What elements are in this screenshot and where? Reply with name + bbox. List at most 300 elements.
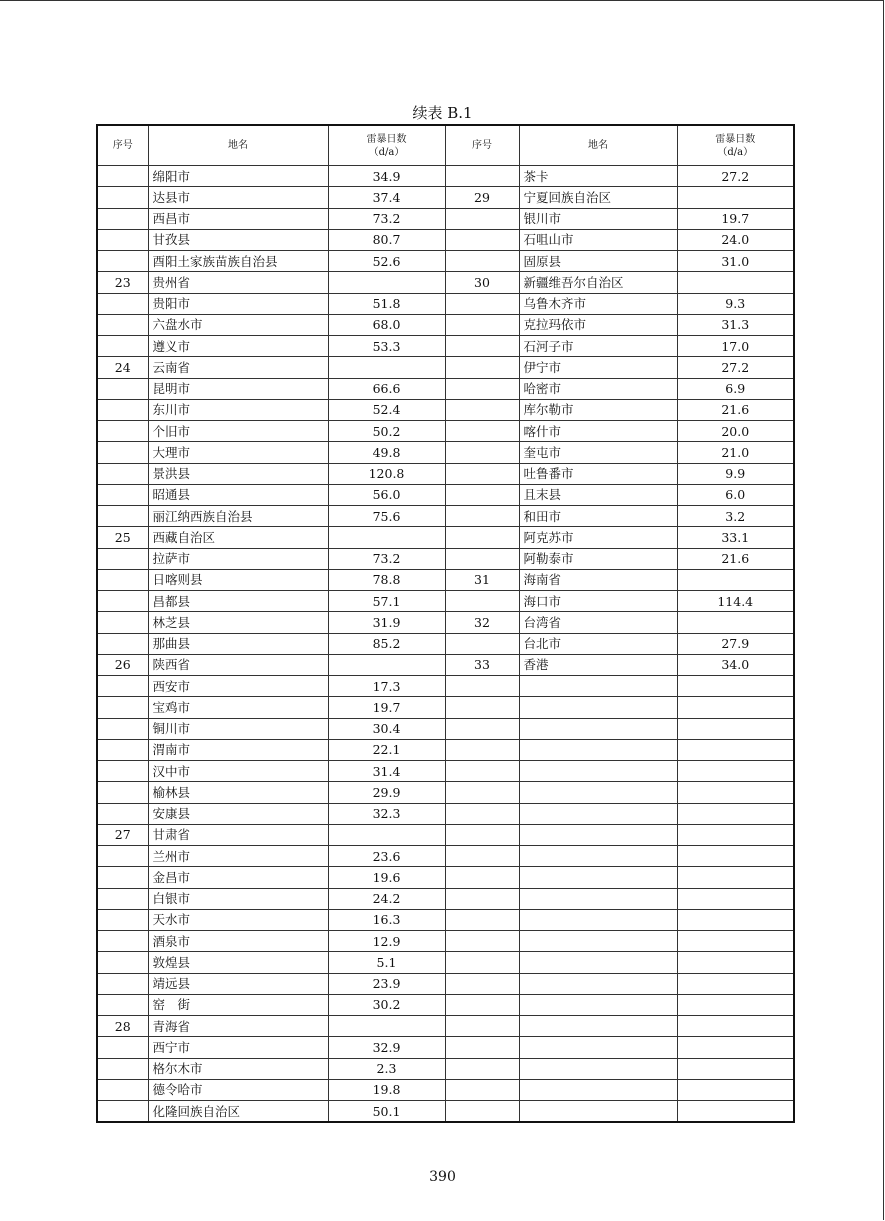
place-cell: 金昌市 bbox=[148, 867, 328, 888]
table-row bbox=[97, 527, 794, 548]
place-cell: 六盘水市 bbox=[148, 314, 328, 335]
days-cell bbox=[677, 1101, 794, 1123]
seq-cell bbox=[445, 824, 519, 845]
seq-cell bbox=[97, 421, 148, 442]
header-days-right bbox=[677, 125, 794, 166]
header-days-unit: （d/a） bbox=[717, 146, 754, 158]
table-row bbox=[97, 187, 794, 208]
days-cell bbox=[677, 867, 794, 888]
place-cell: 海口市 bbox=[519, 591, 677, 612]
place-cell: 吐鲁番市 bbox=[519, 463, 677, 484]
place-cell: 茶卡 bbox=[519, 166, 677, 187]
place-cell: 哈密市 bbox=[519, 378, 677, 399]
days-cell: 32.9 bbox=[328, 1037, 445, 1058]
days-cell: 33.1 bbox=[677, 527, 794, 548]
place-cell: 东川市 bbox=[148, 399, 328, 420]
table-row bbox=[97, 718, 794, 739]
days-cell: 73.2 bbox=[328, 208, 445, 229]
days-cell: 51.8 bbox=[328, 293, 445, 314]
days-cell: 34.9 bbox=[328, 166, 445, 187]
seq-cell bbox=[97, 782, 148, 803]
seq-cell bbox=[97, 846, 148, 867]
days-cell: 19.8 bbox=[328, 1079, 445, 1100]
seq-cell bbox=[97, 697, 148, 718]
seq-cell bbox=[445, 336, 519, 357]
place-cell: 格尔木市 bbox=[148, 1058, 328, 1079]
seq-cell bbox=[97, 229, 148, 250]
place-cell: 西昌市 bbox=[148, 208, 328, 229]
days-cell: 23.9 bbox=[328, 973, 445, 994]
place-cell: 拉萨市 bbox=[148, 548, 328, 569]
table-body bbox=[97, 166, 794, 1123]
seq-cell bbox=[445, 676, 519, 697]
table-row bbox=[97, 421, 794, 442]
seq-cell bbox=[97, 187, 148, 208]
days-cell: 21.0 bbox=[677, 442, 794, 463]
seq-cell bbox=[445, 888, 519, 909]
seq-cell bbox=[97, 484, 148, 505]
place-cell bbox=[519, 888, 677, 909]
place-cell: 青海省 bbox=[148, 1016, 328, 1037]
seq-cell: 31 bbox=[445, 569, 519, 590]
days-cell: 56.0 bbox=[328, 484, 445, 505]
place-cell bbox=[519, 867, 677, 888]
place-cell: 香港 bbox=[519, 654, 677, 675]
seq-cell bbox=[97, 569, 148, 590]
days-cell bbox=[677, 718, 794, 739]
table-row bbox=[97, 739, 794, 760]
header-seq-left: 序号 bbox=[97, 125, 148, 166]
table-row bbox=[97, 357, 794, 378]
place-cell: 宝鸡市 bbox=[148, 697, 328, 718]
days-cell: 19.7 bbox=[677, 208, 794, 229]
days-cell: 21.6 bbox=[677, 548, 794, 569]
seq-cell bbox=[445, 293, 519, 314]
seq-cell bbox=[445, 314, 519, 335]
days-cell: 80.7 bbox=[328, 229, 445, 250]
days-cell: 19.7 bbox=[328, 697, 445, 718]
page-number: 390 bbox=[429, 1169, 456, 1185]
place-cell: 靖远县 bbox=[148, 973, 328, 994]
place-cell: 达县市 bbox=[148, 187, 328, 208]
seq-cell bbox=[445, 591, 519, 612]
seq-cell bbox=[445, 1079, 519, 1100]
days-cell: 12.9 bbox=[328, 931, 445, 952]
place-cell: 酉阳土家族苗族自治县 bbox=[148, 251, 328, 272]
days-cell: 29.9 bbox=[328, 782, 445, 803]
days-cell bbox=[677, 1079, 794, 1100]
days-cell: 75.6 bbox=[328, 506, 445, 527]
place-cell: 喀什市 bbox=[519, 421, 677, 442]
place-cell bbox=[519, 1016, 677, 1037]
place-cell: 宁夏回族自治区 bbox=[519, 187, 677, 208]
days-cell: 30.4 bbox=[328, 718, 445, 739]
days-cell: 34.0 bbox=[677, 654, 794, 675]
days-cell bbox=[677, 782, 794, 803]
days-cell: 23.6 bbox=[328, 846, 445, 867]
header-days-title: 雷暴日数 bbox=[715, 133, 756, 145]
seq-cell bbox=[97, 931, 148, 952]
table-row bbox=[97, 973, 794, 994]
table-row bbox=[97, 846, 794, 867]
days-cell: 114.4 bbox=[677, 591, 794, 612]
seq-cell: 28 bbox=[97, 1016, 148, 1037]
days-cell bbox=[328, 527, 445, 548]
days-cell: 78.8 bbox=[328, 569, 445, 590]
table-row bbox=[97, 612, 794, 633]
seq-cell bbox=[445, 739, 519, 760]
seq-cell bbox=[445, 484, 519, 505]
place-cell: 甘孜县 bbox=[148, 229, 328, 250]
seq-cell bbox=[445, 166, 519, 187]
place-cell bbox=[519, 952, 677, 973]
seq-cell bbox=[97, 888, 148, 909]
place-cell: 铜川市 bbox=[148, 718, 328, 739]
place-cell bbox=[519, 824, 677, 845]
seq-cell: 33 bbox=[445, 654, 519, 675]
seq-cell bbox=[97, 909, 148, 930]
place-cell: 阿勒泰市 bbox=[519, 548, 677, 569]
seq-cell bbox=[445, 952, 519, 973]
seq-cell bbox=[445, 846, 519, 867]
days-cell bbox=[677, 846, 794, 867]
seq-cell: 27 bbox=[97, 824, 148, 845]
place-cell: 林芝县 bbox=[148, 612, 328, 633]
days-cell: 49.8 bbox=[328, 442, 445, 463]
days-cell: 2.3 bbox=[328, 1058, 445, 1079]
place-cell: 乌鲁木齐市 bbox=[519, 293, 677, 314]
place-cell bbox=[519, 1037, 677, 1058]
place-cell: 丽江纳西族自治县 bbox=[148, 506, 328, 527]
table-header-row bbox=[97, 125, 794, 166]
place-cell bbox=[519, 697, 677, 718]
days-cell bbox=[677, 952, 794, 973]
seq-cell: 29 bbox=[445, 187, 519, 208]
place-cell: 昌都县 bbox=[148, 591, 328, 612]
place-cell: 那曲县 bbox=[148, 633, 328, 654]
days-cell: 22.1 bbox=[328, 739, 445, 760]
days-cell: 19.6 bbox=[328, 867, 445, 888]
days-cell: 5.1 bbox=[328, 952, 445, 973]
place-cell: 个旧市 bbox=[148, 421, 328, 442]
days-cell: 21.6 bbox=[677, 399, 794, 420]
place-cell: 西藏自治区 bbox=[148, 527, 328, 548]
place-cell bbox=[519, 1058, 677, 1079]
place-cell: 榆林县 bbox=[148, 782, 328, 803]
seq-cell bbox=[97, 633, 148, 654]
seq-cell bbox=[97, 442, 148, 463]
table-row bbox=[97, 633, 794, 654]
seq-cell bbox=[445, 463, 519, 484]
days-cell: 24.0 bbox=[677, 229, 794, 250]
place-cell: 云南省 bbox=[148, 357, 328, 378]
seq-cell: 23 bbox=[97, 272, 148, 293]
header-seq-right: 序号 bbox=[445, 125, 519, 166]
days-cell bbox=[677, 824, 794, 845]
days-cell bbox=[677, 909, 794, 930]
table-row bbox=[97, 782, 794, 803]
days-cell bbox=[677, 569, 794, 590]
seq-cell bbox=[445, 378, 519, 399]
table-row bbox=[97, 336, 794, 357]
days-cell: 52.4 bbox=[328, 399, 445, 420]
days-cell bbox=[677, 1037, 794, 1058]
place-cell bbox=[519, 782, 677, 803]
place-cell bbox=[519, 846, 677, 867]
place-cell: 银川市 bbox=[519, 208, 677, 229]
seq-cell bbox=[445, 1058, 519, 1079]
seq-cell bbox=[445, 718, 519, 739]
seq-cell bbox=[445, 803, 519, 824]
seq-cell bbox=[97, 463, 148, 484]
seq-cell bbox=[445, 1016, 519, 1037]
days-cell bbox=[677, 888, 794, 909]
days-cell: 6.0 bbox=[677, 484, 794, 505]
days-cell: 85.2 bbox=[328, 633, 445, 654]
days-cell: 32.3 bbox=[328, 803, 445, 824]
seq-cell bbox=[97, 208, 148, 229]
place-cell: 西安市 bbox=[148, 676, 328, 697]
table-row bbox=[97, 994, 794, 1015]
days-cell bbox=[677, 803, 794, 824]
place-cell: 渭南市 bbox=[148, 739, 328, 760]
seq-cell bbox=[97, 336, 148, 357]
place-cell bbox=[519, 931, 677, 952]
table-caption: 续表 B.1 bbox=[412, 104, 473, 122]
place-cell: 固原县 bbox=[519, 251, 677, 272]
place-cell: 新疆维吾尔自治区 bbox=[519, 272, 677, 293]
seq-cell bbox=[97, 867, 148, 888]
seq-cell bbox=[445, 1037, 519, 1058]
days-cell: 68.0 bbox=[328, 314, 445, 335]
place-cell: 台北市 bbox=[519, 633, 677, 654]
place-cell: 天水市 bbox=[148, 909, 328, 930]
days-cell bbox=[677, 676, 794, 697]
place-cell: 昆明市 bbox=[148, 378, 328, 399]
days-cell: 9.9 bbox=[677, 463, 794, 484]
days-cell: 3.2 bbox=[677, 506, 794, 527]
seq-cell bbox=[97, 251, 148, 272]
place-cell: 且末县 bbox=[519, 484, 677, 505]
table-row bbox=[97, 697, 794, 718]
place-cell bbox=[519, 1079, 677, 1100]
days-cell: 52.6 bbox=[328, 251, 445, 272]
place-cell: 遵义市 bbox=[148, 336, 328, 357]
days-cell bbox=[328, 272, 445, 293]
table-row bbox=[97, 251, 794, 272]
seq-cell bbox=[97, 612, 148, 633]
place-cell bbox=[519, 676, 677, 697]
days-cell bbox=[677, 739, 794, 760]
seq-cell bbox=[97, 994, 148, 1015]
table-row bbox=[97, 229, 794, 250]
table-row bbox=[97, 484, 794, 505]
seq-cell bbox=[97, 591, 148, 612]
seq-cell bbox=[97, 548, 148, 569]
place-cell: 石咀山市 bbox=[519, 229, 677, 250]
seq-cell bbox=[445, 442, 519, 463]
seq-cell bbox=[445, 527, 519, 548]
days-cell: 27.2 bbox=[677, 357, 794, 378]
table-row bbox=[97, 1079, 794, 1100]
seq-cell bbox=[445, 1101, 519, 1123]
place-cell: 和田市 bbox=[519, 506, 677, 527]
seq-cell bbox=[97, 761, 148, 782]
place-cell: 大理市 bbox=[148, 442, 328, 463]
days-cell: 53.3 bbox=[328, 336, 445, 357]
place-cell: 安康县 bbox=[148, 803, 328, 824]
seq-cell bbox=[445, 909, 519, 930]
table-row bbox=[97, 463, 794, 484]
table-row bbox=[97, 399, 794, 420]
seq-cell: 24 bbox=[97, 357, 148, 378]
days-cell: 73.2 bbox=[328, 548, 445, 569]
seq-cell bbox=[97, 973, 148, 994]
seq-cell bbox=[445, 548, 519, 569]
table-row bbox=[97, 909, 794, 930]
place-cell: 贵州省 bbox=[148, 272, 328, 293]
days-cell: 30.2 bbox=[328, 994, 445, 1015]
place-cell: 兰州市 bbox=[148, 846, 328, 867]
seq-cell bbox=[97, 952, 148, 973]
table-row bbox=[97, 888, 794, 909]
place-cell bbox=[519, 909, 677, 930]
table-row bbox=[97, 293, 794, 314]
days-cell: 31.3 bbox=[677, 314, 794, 335]
seq-cell bbox=[97, 1058, 148, 1079]
place-cell bbox=[519, 761, 677, 782]
place-cell: 石河子市 bbox=[519, 336, 677, 357]
days-cell: 37.4 bbox=[328, 187, 445, 208]
header-days-title: 雷暴日数 bbox=[366, 133, 407, 145]
seq-cell bbox=[97, 718, 148, 739]
table-row bbox=[97, 314, 794, 335]
thunderstorm-days-table bbox=[96, 124, 795, 1123]
days-cell bbox=[328, 824, 445, 845]
table-row bbox=[97, 761, 794, 782]
table-row bbox=[97, 1101, 794, 1123]
days-cell: 24.2 bbox=[328, 888, 445, 909]
place-cell: 克拉玛依市 bbox=[519, 314, 677, 335]
place-cell: 陕西省 bbox=[148, 654, 328, 675]
days-cell: 57.1 bbox=[328, 591, 445, 612]
table-row bbox=[97, 506, 794, 527]
place-cell bbox=[519, 739, 677, 760]
place-cell: 昭通县 bbox=[148, 484, 328, 505]
days-cell: 66.6 bbox=[328, 378, 445, 399]
table-row bbox=[97, 548, 794, 569]
seq-cell bbox=[445, 229, 519, 250]
place-cell bbox=[519, 973, 677, 994]
header-days-unit: （d/a） bbox=[368, 146, 405, 158]
table-row bbox=[97, 378, 794, 399]
days-cell bbox=[328, 1016, 445, 1037]
place-cell: 奎屯市 bbox=[519, 442, 677, 463]
days-cell bbox=[677, 697, 794, 718]
seq-cell bbox=[97, 1101, 148, 1123]
days-cell: 9.3 bbox=[677, 293, 794, 314]
seq-cell bbox=[97, 166, 148, 187]
table-row bbox=[97, 676, 794, 697]
place-cell: 甘肃省 bbox=[148, 824, 328, 845]
days-cell: 120.8 bbox=[328, 463, 445, 484]
seq-cell: 26 bbox=[97, 654, 148, 675]
table-row bbox=[97, 931, 794, 952]
days-cell bbox=[328, 357, 445, 378]
days-cell: 17.3 bbox=[328, 676, 445, 697]
place-cell: 贵阳市 bbox=[148, 293, 328, 314]
days-cell bbox=[677, 931, 794, 952]
table-row bbox=[97, 591, 794, 612]
seq-cell bbox=[97, 293, 148, 314]
seq-cell bbox=[97, 399, 148, 420]
place-cell: 台湾省 bbox=[519, 612, 677, 633]
table-row bbox=[97, 166, 794, 187]
seq-cell bbox=[445, 994, 519, 1015]
table-row bbox=[97, 272, 794, 293]
days-cell: 31.9 bbox=[328, 612, 445, 633]
table-row bbox=[97, 1016, 794, 1037]
seq-cell: 32 bbox=[445, 612, 519, 633]
seq-cell bbox=[445, 399, 519, 420]
seq-cell bbox=[97, 378, 148, 399]
place-cell: 窑 街 bbox=[148, 994, 328, 1015]
days-cell: 31.4 bbox=[328, 761, 445, 782]
header-days-left bbox=[328, 125, 445, 166]
table-row bbox=[97, 654, 794, 675]
table-row bbox=[97, 803, 794, 824]
place-cell bbox=[519, 1101, 677, 1123]
days-cell: 6.9 bbox=[677, 378, 794, 399]
seq-cell bbox=[445, 761, 519, 782]
table-row bbox=[97, 867, 794, 888]
place-cell: 白银市 bbox=[148, 888, 328, 909]
seq-cell bbox=[445, 782, 519, 803]
place-cell bbox=[519, 803, 677, 824]
seq-cell bbox=[97, 1079, 148, 1100]
days-cell bbox=[677, 272, 794, 293]
seq-cell bbox=[445, 506, 519, 527]
seq-cell bbox=[97, 506, 148, 527]
days-cell bbox=[677, 994, 794, 1015]
days-cell: 27.9 bbox=[677, 633, 794, 654]
seq-cell bbox=[445, 973, 519, 994]
place-cell: 景洪县 bbox=[148, 463, 328, 484]
seq-cell bbox=[97, 314, 148, 335]
days-cell: 50.2 bbox=[328, 421, 445, 442]
seq-cell bbox=[445, 208, 519, 229]
days-cell bbox=[677, 187, 794, 208]
days-cell bbox=[328, 654, 445, 675]
days-cell bbox=[677, 973, 794, 994]
place-cell bbox=[519, 718, 677, 739]
seq-cell bbox=[97, 1037, 148, 1058]
days-cell: 20.0 bbox=[677, 421, 794, 442]
place-cell: 化隆回族自治区 bbox=[148, 1101, 328, 1123]
days-cell: 17.0 bbox=[677, 336, 794, 357]
days-cell: 27.2 bbox=[677, 166, 794, 187]
table-row bbox=[97, 208, 794, 229]
seq-cell: 30 bbox=[445, 272, 519, 293]
place-cell: 海南省 bbox=[519, 569, 677, 590]
table-row bbox=[97, 1058, 794, 1079]
table-row bbox=[97, 824, 794, 845]
place-cell: 库尔勒市 bbox=[519, 399, 677, 420]
header-place-right: 地名 bbox=[519, 125, 677, 166]
seq-cell bbox=[445, 931, 519, 952]
seq-cell bbox=[445, 421, 519, 442]
place-cell: 西宁市 bbox=[148, 1037, 328, 1058]
